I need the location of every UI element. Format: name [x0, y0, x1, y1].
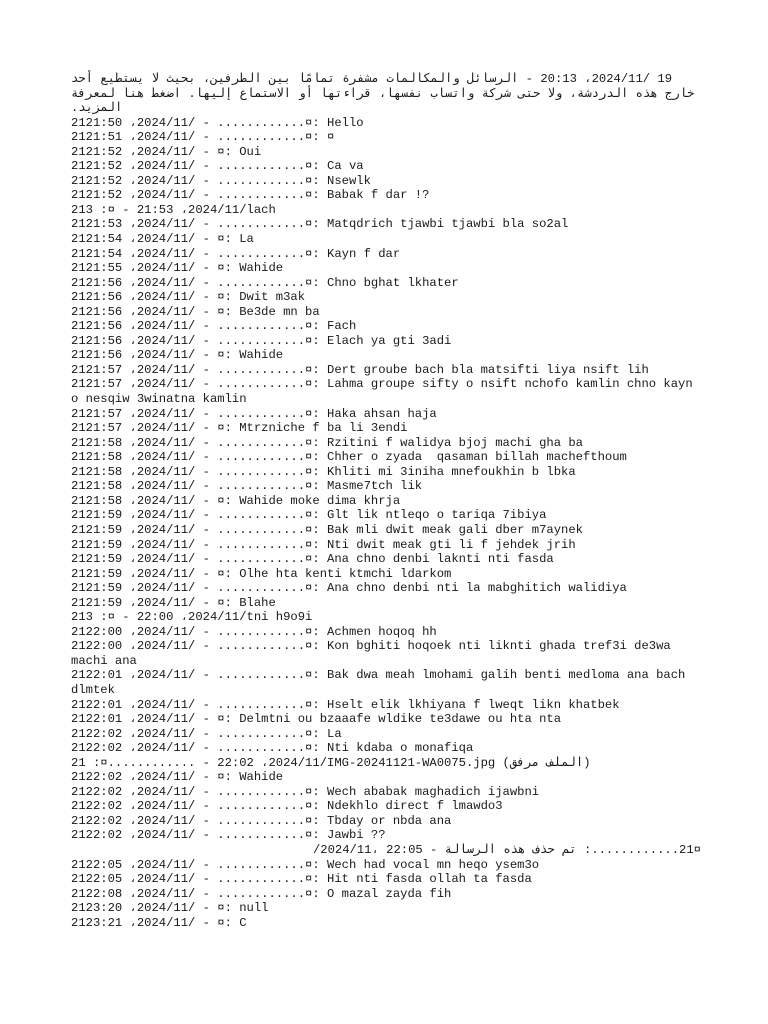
- message-line: 2121:56 ،2024/11/ - ¤: Be3de mn ba: [71, 304, 320, 319]
- message-line: 2121:52 ،2024/11/ - ¤: Oui: [71, 144, 262, 159]
- message-line: 21 :¤............ - 22:02 ،2024/11/IMG-20241121-WA0075.jpg (الملف مرفق): [71, 755, 591, 770]
- message-line: 2122:08 ،2024/11/ - ............¤: O mazal zayda fih: [71, 886, 452, 901]
- message-line: 2121:56 ،2024/11/ - ¤: Dwit m3ak: [71, 290, 306, 305]
- message-line: 2121:58 ،2024/11/ - ............¤: Chher o zyada qasaman billah machefthoum: [71, 450, 627, 465]
- message-line: 213 :¤ - 21:53 ،2024/11/lach: [71, 202, 276, 217]
- message-line: 2121:51 ،2024/11/ - ............¤: ¤: [71, 130, 335, 145]
- message-line: 2122:02 ،2024/11/ - ............¤: Ndekhlo direct f lmawdo3: [71, 799, 503, 814]
- message-line: 2121:59 ،2024/11/ - ............¤: Glt lik ntleqo o tariqa 7ibiya: [71, 508, 547, 523]
- message-line: 2122:02 ،2024/11/ - ¤: Wahide: [71, 770, 284, 785]
- message-line: 2121:56 ،2024/11/ - ............¤: Elach ya gti 3adi: [71, 333, 452, 348]
- message-line: 2121:56 ،2024/11/ - ¤: Wahide: [71, 348, 284, 363]
- message-line: 2122:02 ،2024/11/ - ............¤: Wech ababak maghadich ijawbni: [71, 784, 540, 799]
- chat-export-text: [63, 72, 701, 930]
- message-line: 2121:57 ،2024/11/ - ............¤: Lahma groupe sifty o nsift nchofo kamlin chno kayn o nesqiw 3winatna kamlin: [71, 377, 701, 407]
- message-line: 2121:59 ،2024/11/ - ............¤: Nti dwit meak gti li f jehdek jrih: [71, 537, 576, 552]
- message-line: 2121:53 ،2024/11/ - ............¤: Matqdrich tjawbi tjawbi bla so2al: [71, 217, 569, 232]
- message-line: 2123:21 ،2024/11/ - ¤: C: [71, 915, 247, 930]
- message-line: 2122:00 ،2024/11/ - ............¤: Kon bghiti hoqoek nti liknti ghada tref3i de3wa machi ana: [71, 639, 679, 668]
- message-line: 2121:59 ،2024/11/ - ............¤: Ana chno denbi laknti nti fasda: [71, 552, 554, 567]
- message-line: 2122:05 ،2024/11/ - ............¤: Wech had vocal mn heqo ysem3o: [71, 857, 540, 872]
- message-line: 2123:20 ،2024/11/ - ¤: null: [71, 901, 269, 916]
- message-line: 2121:55 ،2024/11/ - ¤: Wahide: [71, 261, 284, 276]
- message-line: 2122:01 ،2024/11/ - ¤: Delmtni ou bzaaafe wldike te3dawe ou hta nta: [71, 712, 562, 727]
- message-line: 213 :¤ - 22:00 ،2024/11/tni h9o9i: [71, 610, 313, 625]
- message-line: 2121:52 ،2024/11/ - ............¤: Babak f dar !?: [71, 188, 430, 203]
- message-line: 2121:57 ،2024/11/ - ¤: Mtrzniche f ba li 3endi: [71, 421, 408, 436]
- message-line: 2121:54 ،2024/11/ - ............¤: Kayn f dar: [71, 246, 401, 261]
- message-line: 2122:02 ،2024/11/ - ............¤: Nti kdaba o monafiqa: [71, 741, 474, 756]
- message-line: 2121:58 ،2024/11/ - ¤: Wahide moke dima khrja: [71, 493, 401, 508]
- message-line: 2121:52 ،2024/11/ - ............¤: Ca va: [71, 159, 364, 174]
- message-line: 2122:02 ،2024/11/ - ............¤: Jawbi ??: [71, 828, 386, 843]
- message-line: 2121:50 ،2024/11/ - ............¤: Hello: [71, 115, 364, 130]
- message-line: 2121:59 ،2024/11/ - ............¤: Bak mli dwit meak gali dber m7aynek: [71, 522, 583, 537]
- message-line: 2121:58 ،2024/11/ - ............¤: Masme7tch lik: [71, 479, 423, 494]
- message-line: 2121:56 ،2024/11/ - ............¤: Fach: [71, 319, 357, 334]
- message-line: 2122:05 ،2024/11/ - ............¤: Hit nti fasda ollah ta fasda: [71, 872, 532, 887]
- message-line: 2121:58 ،2024/11/ - ............¤: Rzitini f walidya bjoj machi gha ba: [71, 435, 583, 450]
- message-line: 2122:01 ،2024/11/ - ............¤: Hselt elik lkhiyana f lweqt likn khatbek: [71, 697, 620, 712]
- encryption-notice: 19 /2024/11، 20:13 - الرسائل والمكالمات مشفرة تمامًا بين الطرفين، بحيث لا يستطيع أحد خارج هذه الدردشة، ولا حتى شركة واتساب نفسها، قراءتها أو الاستماع إليها. اضغط هنا لمعرفة المزيد.: [63, 72, 695, 116]
- message-line: 2121:58 ،2024/11/ - ............¤: Khliti mi 3iniha mnefoukhin b lbka: [71, 464, 576, 479]
- message-line: 2121:59 ،2024/11/ - ¤: Olhe hta kenti ktmchi ldarkom: [71, 566, 452, 581]
- message-line: 2121:59 ،2024/11/ - ............¤: Ana chno denbi nti la mabghitich walidiya: [71, 581, 627, 596]
- message-line: 2121:59 ،2024/11/ - ¤: Blahe: [71, 595, 276, 610]
- message-line: 2121:54 ،2024/11/ - ¤: La: [71, 232, 254, 247]
- message-line: 2122:00 ،2024/11/ - ............¤: Achmen hoqoq hh: [71, 624, 437, 639]
- message-line: 2121:56 ،2024/11/ - ............¤: Chno bghat lkhater: [71, 275, 459, 290]
- message-list: [71, 116, 701, 931]
- message-line: 21¤............: تم حذف هذه الرسالة - 22:05 ،2024/11/: [312, 842, 701, 857]
- message-line: 2121:52 ،2024/11/ - ............¤: Nsewlk: [71, 173, 371, 188]
- message-line: 2122:02 ،2024/11/ - ............¤: La: [71, 726, 342, 741]
- message-line: 2121:57 ،2024/11/ - ............¤: Haka ahsan haja: [71, 406, 437, 421]
- message-line: 2122:02 ،2024/11/ - ............¤: Tbday or nbda ana: [71, 813, 452, 828]
- message-line: 2121:57 ،2024/11/ - ............¤: Dert groube bach bla matsifti liya nsift lih: [71, 362, 649, 377]
- message-line: 2122:01 ،2024/11/ - ............¤: Bak dwa meah lmohami galih benti medloma ana bach dlmtek: [71, 668, 693, 697]
